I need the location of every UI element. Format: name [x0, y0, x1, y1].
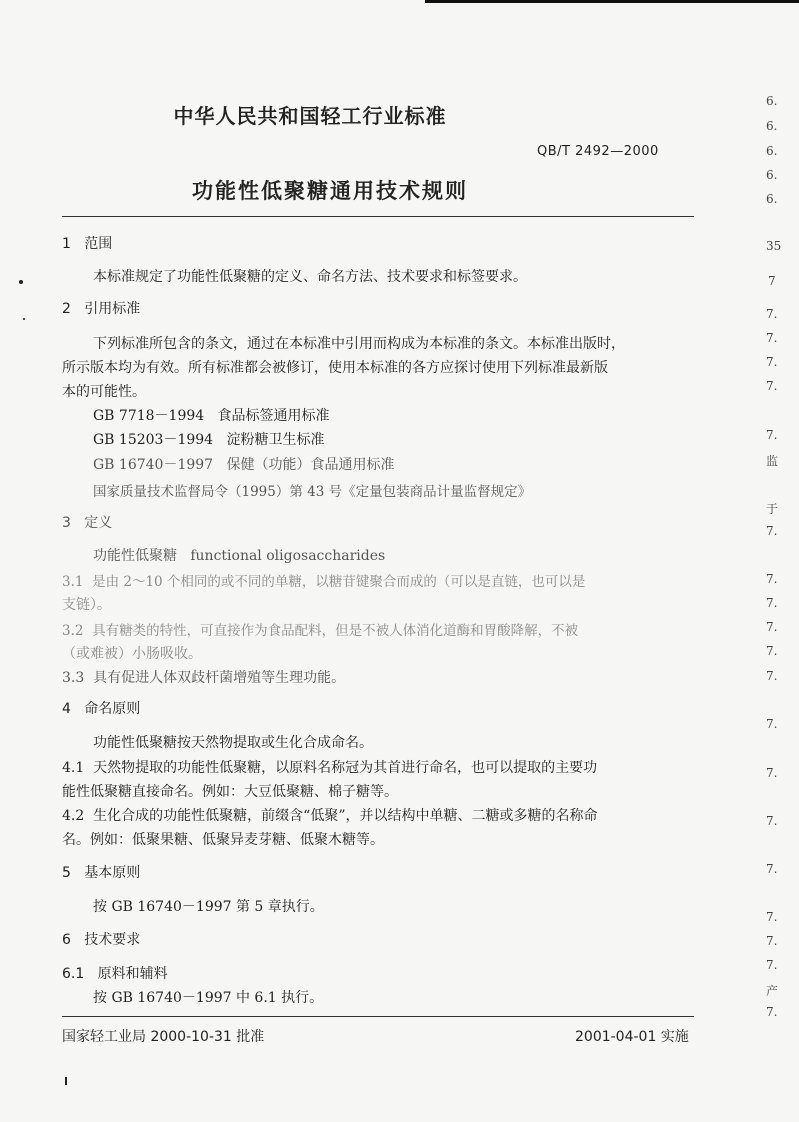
reference-code: GB 16740－1997: [93, 457, 214, 473]
term-chinese: 功能性低聚糖: [93, 548, 177, 564]
reference-name: 国家质量技术监督局令（1995）第 43 号《定量包装商品计量监督规定》: [93, 484, 532, 500]
approval-info: 国家轻工业局 2000-10-31 批准: [62, 1029, 265, 1045]
section-4-intro: 功能性低聚糖按天然物提取或生化合成命名。: [93, 735, 373, 751]
margin-mark: 7.: [766, 862, 778, 876]
definition-3-2-line-1: [62, 619, 578, 639]
margin-mark: 6.: [766, 94, 778, 108]
reference-code: GB 7718－1994: [93, 408, 205, 424]
margin-mark: 7.: [766, 958, 778, 972]
clause-text: 具有促进人体双歧杆菌增殖等生理功能。: [93, 670, 346, 686]
margin-mark: 于: [766, 502, 779, 516]
margin-mark: 35: [766, 239, 782, 253]
clause-text: 生化合成的功能性低聚糖，前缀含“低聚”，并以结构中单糖、二糖或多糖的名称命: [93, 808, 598, 824]
section-6-heading: [62, 929, 140, 949]
margin-mark: 7.: [766, 1005, 778, 1019]
definition-3-3: [62, 667, 345, 687]
section-6-number: 6: [62, 932, 71, 948]
clause-number: 3.1: [62, 574, 84, 590]
reference-name: 淀粉糖卫生标准: [226, 432, 325, 448]
reference-item: [93, 429, 324, 449]
clause-text: 天然物提取的功能性低聚糖，以原料名称冠为其首进行命名，也可以提取的主要功: [93, 760, 598, 776]
clause-text: 具有糖类的特性，可直接作为食品配料，但是不被人体消化道酶和胃酸降解，不被: [92, 623, 579, 639]
margin-mark: 6.: [766, 168, 778, 182]
margin-mark: 7.: [766, 428, 778, 442]
margin-mark: 7.: [766, 766, 778, 780]
scan-dot: [23, 318, 25, 320]
clause-number: 4.2: [62, 808, 85, 824]
margin-mark: 7: [768, 274, 776, 288]
section-5-text: 按 GB 16740－1997 第 5 章执行。: [93, 899, 324, 915]
section-3-title: 定义: [84, 515, 113, 531]
margin-mark: 7.: [766, 814, 778, 828]
reference-name: 保健（功能）食品通用标准: [226, 457, 395, 473]
section-5-number: 5: [62, 865, 71, 881]
margin-mark: 7.: [766, 572, 778, 586]
footer-rule: [62, 1016, 694, 1017]
clause-title: 原料和辅料: [97, 966, 168, 982]
clause-number: 3.3: [62, 670, 85, 686]
margin-mark: 6.: [766, 192, 778, 206]
margin-mark: 7.: [766, 379, 778, 393]
standard-code: QB/T 2492—2000: [537, 144, 659, 159]
reference-name: 食品标签通用标准: [217, 408, 330, 424]
section-5-heading: [62, 862, 140, 882]
reference-code: GB 15203－1994: [93, 432, 214, 448]
margin-mark: 监: [766, 454, 779, 468]
section-2-text-line-1: 下列标准所包含的条文，通过在本标准中引用而构成为本标准的条文。本标准出版时，: [93, 336, 625, 352]
section-1-title: 范围: [84, 236, 113, 252]
section-4-heading: [62, 698, 140, 718]
term-english: functional oligosaccharides: [190, 548, 386, 564]
clause-text: 是由 2～10 个相同的或不同的单糖，以糖苷键聚合而成的（可以是直链，也可以是: [92, 574, 586, 590]
section-3-heading: [62, 512, 112, 532]
section-6-title: 技术要求: [84, 932, 141, 948]
definition-3-1-line-1: [62, 570, 585, 590]
section-2-heading: [62, 298, 140, 318]
clause-number: 3.2: [62, 623, 84, 639]
reference-item: [93, 454, 394, 474]
section-5-title: 基本原则: [84, 865, 141, 881]
section-1-text: 本标准规定了功能性低聚糖的定义、命名方法、技术要求和标签要求。: [93, 269, 527, 285]
reference-item: [93, 405, 330, 425]
section-2-text-line-2: 所示版本均为有效。所有标准都会被修订，使用本标准的各方应探讨使用下列标准最新版: [62, 360, 608, 376]
margin-mark: 7.: [766, 717, 778, 731]
section-3-number: 3: [62, 515, 71, 531]
section-2-title: 引用标准: [84, 301, 141, 317]
section-4-title: 命名原则: [84, 701, 141, 717]
top-border-rule: [425, 0, 799, 3]
margin-mark: 7.: [766, 644, 778, 658]
margin-mark: 7.: [766, 307, 778, 321]
clause-number: 4.1: [62, 760, 85, 776]
reference-item: [93, 480, 531, 500]
section-2-text-line-3: 本的可能性。: [62, 384, 146, 400]
section-1-number: 1: [62, 236, 71, 252]
standard-name: 中华人民共和国轻工行业标准: [173, 104, 447, 128]
subsection-6-1-text: 按 GB 16740－1997 中 6.1 执行。: [93, 990, 324, 1006]
clause-number: 6.1: [62, 966, 85, 982]
section-2-number: 2: [62, 301, 71, 317]
margin-mark: 7.: [766, 910, 778, 924]
subsection-6-1-heading: [62, 963, 168, 983]
implementation-date: 2001-04-01 实施: [575, 1029, 689, 1045]
scan-dot: [19, 280, 23, 284]
definition-3-1-line-2: 支链）。: [62, 597, 111, 613]
margin-mark: 6.: [766, 144, 778, 158]
clause-4-1-line-1: [62, 757, 597, 777]
margin-mark: 7.: [766, 331, 778, 345]
margin-mark: 7.: [766, 596, 778, 610]
section-1-heading: [62, 233, 112, 253]
margin-mark: 7.: [766, 355, 778, 369]
document-title: 功能性低聚糖通用技术规则: [192, 179, 468, 203]
clause-4-2-line-2: 名。例如：低聚果糖、低聚异麦芽糖、低聚木糖等。: [62, 832, 384, 848]
clause-4-1-line-2: 能性低聚糖直接命名。例如：大豆低聚糖、棉子糖等。: [62, 784, 398, 800]
section-4-number: 4: [62, 701, 71, 717]
scan-mark: [65, 1077, 67, 1085]
margin-mark: 7.: [766, 524, 778, 538]
margin-mark: 7.: [766, 620, 778, 634]
definition-3-2-line-2: （或难被）小肠吸收。: [62, 646, 202, 662]
margin-mark: 产: [766, 984, 779, 998]
margin-mark: 7.: [766, 669, 778, 683]
header-rule: [62, 216, 694, 217]
margin-mark: 7.: [766, 934, 778, 948]
clause-4-2-line-1: [62, 805, 597, 825]
definition-term: [93, 545, 385, 565]
margin-mark: 6.: [766, 119, 778, 133]
